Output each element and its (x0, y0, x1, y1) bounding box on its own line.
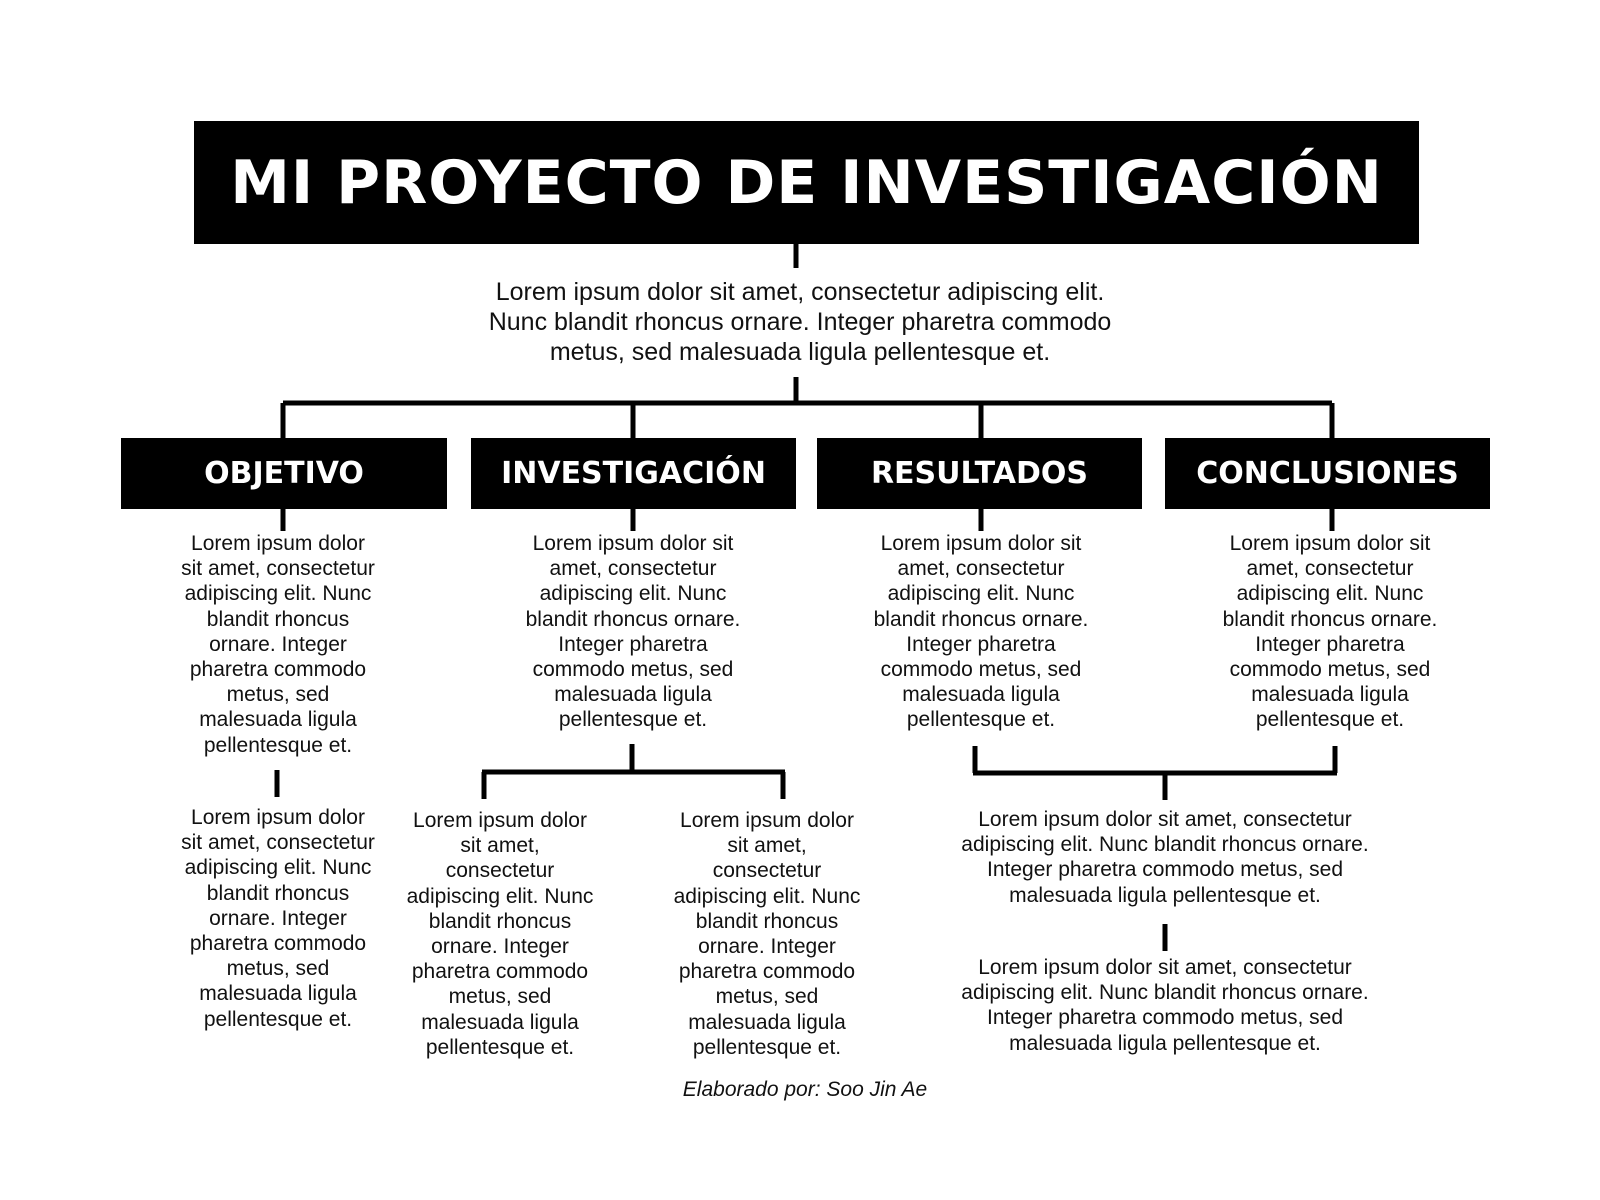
text-line: sit amet, (727, 834, 807, 858)
section-investigacion (471, 438, 796, 509)
title-box (194, 121, 1419, 244)
text-line: blandit rhoncus (206, 607, 350, 631)
shared-bottom-text-2 (920, 955, 1410, 1056)
text-line: Integer pharetra (906, 632, 1056, 656)
text-line: Lorem ipsum dolor sit (880, 532, 1082, 555)
text-line: adipiscing elit. Nunc (184, 582, 372, 606)
text-line: Integer pharetra (1255, 632, 1405, 656)
text-line: adipiscing elit. Nunc blandit rhoncus ornare. (961, 833, 1369, 857)
investigacion-sub-right-text (651, 808, 883, 1060)
text-line: commodo metus, sed (532, 658, 734, 682)
text-line: metus, sed (226, 957, 330, 981)
text-line: commodo metus, sed (880, 658, 1082, 682)
text-line: pellentesque et. (203, 1007, 353, 1031)
credit-line: Elaborado por: Soo Jin Ae (682, 1078, 928, 1101)
text-line: Lorem ipsum dolor (680, 809, 854, 832)
text-line: amet, consectetur (897, 557, 1065, 581)
text-line: malesuada ligula (688, 1010, 846, 1034)
text-line: amet, consectetur (549, 557, 717, 581)
text-line: blandit rhoncus (428, 909, 572, 933)
text-line: ornare. Integer (209, 632, 347, 656)
text-line: adipiscing elit. Nunc (1236, 582, 1424, 606)
resultados-text (841, 531, 1121, 733)
text-line: adipiscing elit. Nunc (406, 884, 594, 908)
text-line: malesuada ligula (199, 708, 357, 732)
text-line: ornare. Integer (431, 935, 569, 959)
page-title: MI PROYECTO DE INVESTIGACIÓN (230, 147, 1383, 218)
text-line: adipiscing elit. Nunc (539, 582, 727, 606)
text-line: pellentesque et. (425, 1035, 575, 1059)
text-line: pharetra commodo (678, 960, 856, 984)
text-line: sit amet, (460, 834, 540, 858)
investigacion-text (493, 531, 773, 733)
text-line: pharetra commodo (189, 658, 367, 682)
text-line: pellentesque et. (1255, 708, 1405, 732)
text-line: pharetra commodo (411, 960, 589, 984)
text-line: pellentesque et. (692, 1035, 842, 1059)
section-label-objetivo: OBJETIVO (204, 456, 364, 491)
text-line: malesuada ligula (554, 683, 712, 707)
section-resultados (817, 438, 1142, 509)
text-line: Lorem ipsum dolor sit amet, consectetur (978, 956, 1352, 979)
text-line: sit amet, consectetur (181, 557, 375, 581)
text-line: pharetra commodo (189, 932, 367, 956)
text-line: malesuada ligula (199, 982, 357, 1006)
text-line: Lorem ipsum dolor sit amet, consectetur (978, 808, 1352, 831)
text-line: malesuada ligula (902, 683, 1060, 707)
text-line: pellentesque et. (203, 733, 353, 757)
text-line: ornare. Integer (209, 906, 347, 930)
text-line: ornare. Integer (698, 935, 836, 959)
text-line: malesuada ligula pellentesque et. (1009, 883, 1321, 907)
text-line: commodo metus, sed (1229, 658, 1431, 682)
text-line: Lorem ipsum dolor sit (1229, 532, 1431, 555)
text-line: amet, consectetur (1246, 557, 1414, 581)
text-line: Lorem ipsum dolor sit (532, 532, 734, 555)
text-line: pellentesque et. (558, 708, 708, 732)
text-line: consectetur (445, 859, 555, 883)
text-line: adipiscing elit. Nunc blandit rhoncus ornare. (961, 981, 1369, 1005)
text-line: malesuada ligula pellentesque et. (1009, 1031, 1321, 1055)
section-conclusiones (1165, 438, 1490, 509)
conclusiones-text (1190, 531, 1470, 733)
text-line: Integer pharetra (558, 632, 708, 656)
text-line: metus, sed (715, 985, 819, 1009)
text-line: blandit rhoncus (695, 909, 839, 933)
text-line: blandit rhoncus ornare. (1222, 607, 1438, 631)
objetivo-text (148, 531, 408, 758)
text-line: Lorem ipsum dolor sit amet, consectetur adipiscing elit. (495, 278, 1105, 306)
section-label-conclusiones: CONCLUSIONES (1196, 456, 1459, 491)
intro-paragraph (420, 277, 1180, 367)
text-line: metus, sed malesuada ligula pellentesque et. (549, 338, 1051, 366)
text-line: Integer pharetra commodo metus, sed (986, 858, 1343, 882)
text-line: Lorem ipsum dolor (191, 806, 365, 829)
shared-bottom-text-1 (920, 807, 1410, 908)
text-line: adipiscing elit. Nunc (673, 884, 861, 908)
investigacion-sub-left-text (384, 808, 616, 1060)
text-line: consectetur (712, 859, 822, 883)
section-label-resultados: RESULTADOS (870, 456, 1089, 491)
section-objetivo (121, 438, 447, 509)
text-line: adipiscing elit. Nunc (887, 582, 1075, 606)
text-line: Lorem ipsum dolor (413, 809, 587, 832)
text-line: Integer pharetra commodo metus, sed (986, 1006, 1343, 1030)
text-line: malesuada ligula (1251, 683, 1409, 707)
text-line: pellentesque et. (906, 708, 1056, 732)
text-line: metus, sed (448, 985, 552, 1009)
text-line: Lorem ipsum dolor (191, 532, 365, 555)
text-line: blandit rhoncus ornare. (525, 607, 741, 631)
text-line: adipiscing elit. Nunc (184, 856, 372, 880)
section-label-investigacion: INVESTIGACIÓN (501, 456, 766, 491)
objetivo-sub-text (148, 805, 408, 1032)
text-line: blandit rhoncus ornare. (873, 607, 1089, 631)
text-line: metus, sed (226, 683, 330, 707)
text-line: Nunc blandit rhoncus ornare. Integer pharetra commodo (488, 308, 1112, 336)
text-line: blandit rhoncus (206, 881, 350, 905)
text-line: malesuada ligula (421, 1010, 579, 1034)
text-line: sit amet, consectetur (181, 831, 375, 855)
